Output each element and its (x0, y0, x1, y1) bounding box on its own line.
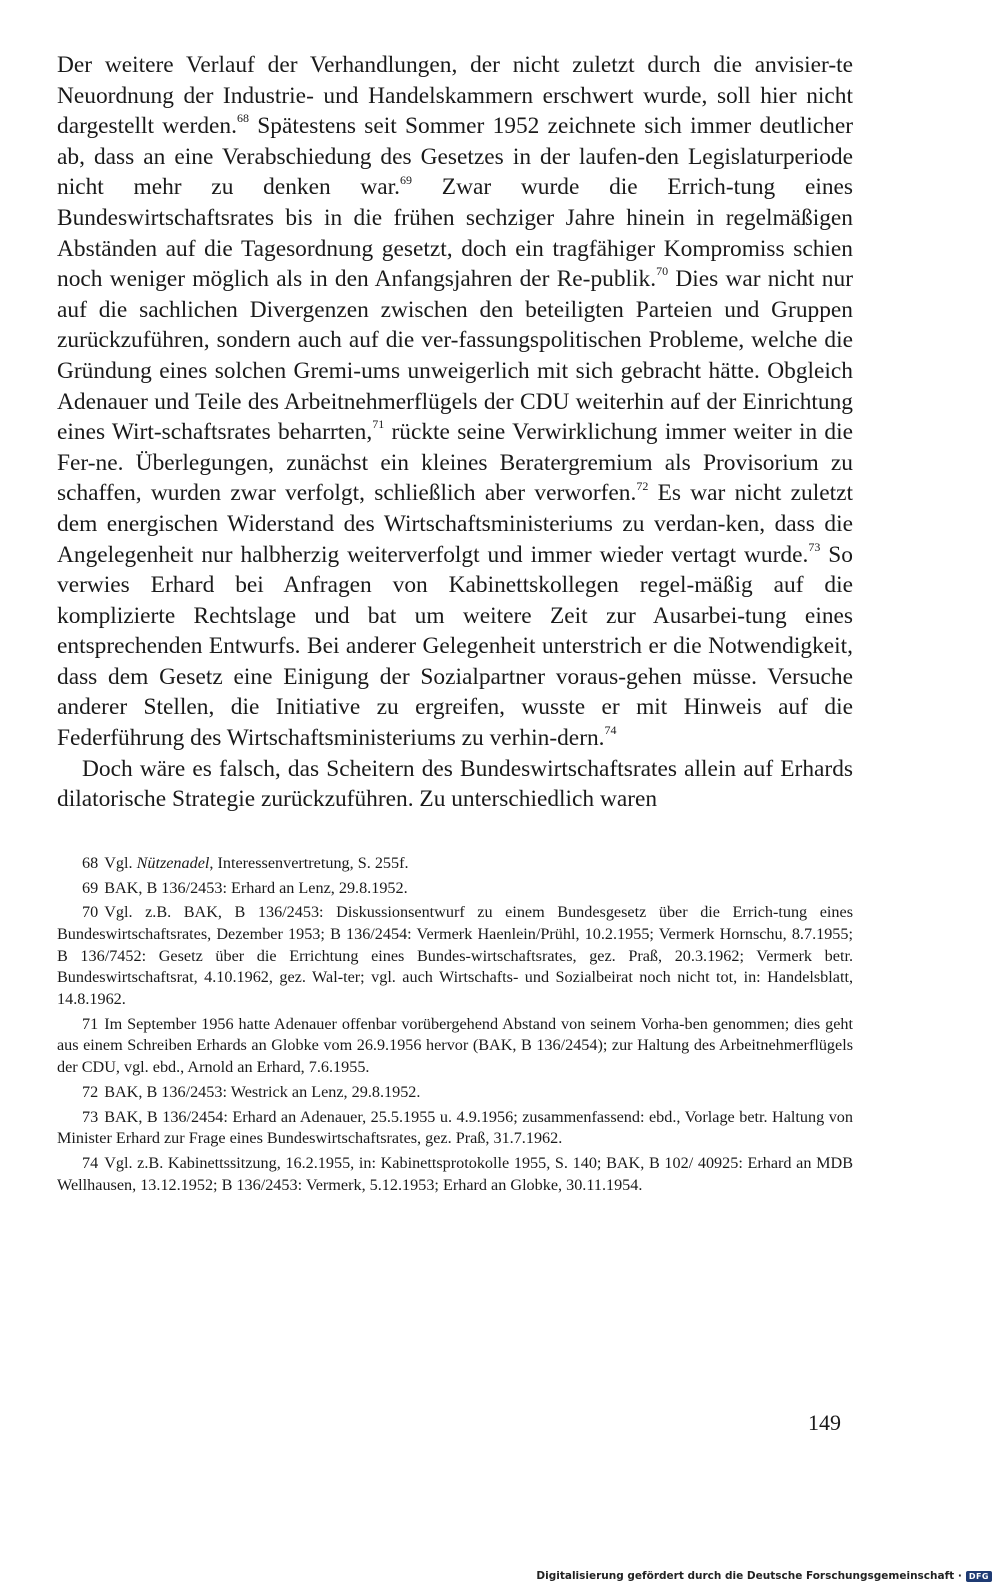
text-run: rückte seine Verwirklichung immer weiter in die Fer-ne. Überlegungen, zunächst ein kleines Beratergremium als Provisorium zu schaffen, wurden zwar verfolgt, schließlich aber verworfen. (57, 419, 854, 507)
footnote-73 (57, 1107, 853, 1150)
footnote-74 (57, 1153, 853, 1196)
footnote-ref-74[interactable]: 74 (604, 723, 617, 738)
footnote-text: Vgl. z.B. BAK, B 136/2453: Diskussionsentwurf zu einem Bundesgesetz über die Errich-tung eines Bundeswirtschaftsrates, Dezember 1953; B 136/2454: Vermerk Haenlein/Prühl, 10.2.1955; Vermerk Hornschu, 8.7.1955; B 136/7452: Gesetz über die Errichtung eines Bundes-wirtschaftsrates, gez. Praß, 20.3.1962; Vermerk betr. Bundeswirtschaftsrat, 4.10.1962, gez. Wal-ter; vgl. auch Wirtschafts- und Sozialbeirat noch nicht tot, in: Handelsblatt, 14.8.1962. (57, 903, 853, 1009)
footnote-72 (57, 1082, 853, 1104)
footnote-69 (57, 878, 853, 900)
paragraph-2: Doch wäre es falsch, das Scheitern des Bundeswirtschaftsrates allein auf Erhards dilatorische Strategie zurückzuführen. Zu unterschiedlich waren (57, 755, 853, 813)
footnote-ref-72[interactable]: 72 (636, 478, 649, 493)
footnote-number: 70 (82, 903, 99, 922)
dfg-logo-icon: DFG (966, 1571, 992, 1582)
footnote-70 (57, 902, 853, 1011)
footnote-68 (57, 853, 853, 875)
text-run: Es war nicht zuletzt dem energischen Widerstand des Wirtschaftsministeriums zu verdan-ken, dass die Angelegenheit nur halbherzig weiterverfolgt und immer wieder vertagt wurde. (57, 480, 853, 568)
text-run: So verwies Erhard bei Anfragen von Kabinettskollegen regel-mäßig auf die komplizierte Rechtslage und bat um weitere Zeit zur Ausarbei-tung eines entsprechenden Entwurfs. Bei anderer Gelegenheit unterstrich er die Notwendigkeit, dass dem Gesetz eine Einigung der Sozialpartner voraus-gehen müsse. Versuche anderer Stellen, die Initiative zu ergreifen, wusste er mit Hinweis auf die Federführung des Wirtschaftsministeriums zu verhin-dern. (57, 541, 853, 752)
footnote-text: BAK, B 136/2453: Westrick an Lenz, 29.8.1952. (104, 1082, 421, 1101)
paragraph-1 (57, 50, 853, 754)
banner-text: Digitalisierung gefördert durch die Deutsche Forschungsgemeinschaft · (536, 1570, 962, 1582)
footnote-ref-73[interactable]: 73 (808, 539, 821, 554)
dfg-banner (536, 1570, 992, 1582)
footnote-ref-70[interactable]: 70 (656, 264, 669, 279)
footnote-71 (57, 1014, 853, 1079)
text-run: Spätestens seit Sommer 1952 zeichnete sich immer deutlicher ab, dass an eine Verabschiedung des Gesetzes in der laufen-den Legislaturperiode nicht mehr zu denken war. (57, 113, 854, 201)
footnote-number: 72 (82, 1082, 99, 1101)
footnote-number: 69 (82, 878, 99, 897)
page-number: 149 (808, 1410, 841, 1435)
footnote-number: 68 (82, 853, 99, 872)
footnote-author: Nützenadel (136, 853, 210, 872)
footnote-ref-69[interactable]: 69 (400, 172, 413, 187)
text-run: Zwar wurde die Errich-tung eines Bundeswirtschaftsrates bis in die frühen sechziger Jahre hinein in regelmäßigen Abständen auf die Tagesordnung gesetzt, doch ein tragfähiger Kompromiss schien noch weniger möglich als in den Anfangsjahren der Re-publik. (57, 174, 854, 293)
text-run: Der weitere Verlauf der Verhandlungen, der nicht zuletzt durch die anvisier-te Neuordnung der Industrie- und Handelskammern erschwert wurde, soll hier nicht dargestellt werden. (57, 52, 853, 140)
footnote-text: Vgl. z.B. Kabinettssitzung, 16.2.1955, in: Kabinettsprotokolle 1955, S. 140; BAK, B 102/ 40925: Erhard an MDB Wellhausen, 13.12.1952; B 136/2453: Vermerk, 5.12.1953; Erhard an Globke, 30.11.1954. (57, 1153, 853, 1194)
page-content (57, 50, 853, 1199)
text-run: Dies war nicht nur auf die sachlichen Divergenzen zwischen den beteiligten Parteien und Gruppen zurückzuführen, sondern auch auf die ver-fassungspolitischen Probleme, welche die Gründung eines solchen Gremi-ums unweigerlich mit sich gebracht hätte. Obgleich Adenauer und Teile des Arbeitnehmerflügels der CDU weiterhin auf der Einrichtung eines Wirt-schaftsrates beharrten, (57, 266, 853, 446)
footnote-text: Vgl. (104, 853, 137, 872)
footnote-number: 71 (82, 1014, 99, 1033)
footnote-text: , Interessenvertretung, S. 255f. (209, 853, 409, 872)
footnote-number: 74 (82, 1153, 99, 1172)
footnotes (57, 853, 853, 1197)
footnote-ref-71[interactable]: 71 (372, 417, 385, 432)
footnote-text: Im September 1956 hatte Adenauer offenbar vorübergehend Abstand von seinem Vorha-ben genommen; dies geht aus einem Schreiben Erhards an Globke vom 26.9.1956 hervor (BAK, B 136/2454); zur Haltung des Arbeitnehmerflügels der CDU, vgl. ebd., Arnold an Erhard, 7.6.1955. (57, 1014, 853, 1077)
footnote-ref-68[interactable]: 68 (236, 111, 249, 126)
footnote-text: BAK, B 136/2453: Erhard an Lenz, 29.8.1952. (104, 878, 408, 897)
footnote-number: 73 (82, 1107, 99, 1126)
footnote-text: BAK, B 136/2454: Erhard an Adenauer, 25.5.1955 u. 4.9.1956; zusammenfassend: ebd., Vorlage betr. Haltung von Minister Erhard zur Frage eines Bundeswirtschaftsrates, gez. Praß, 31.7.1962. (57, 1107, 853, 1148)
body-text (57, 50, 853, 815)
